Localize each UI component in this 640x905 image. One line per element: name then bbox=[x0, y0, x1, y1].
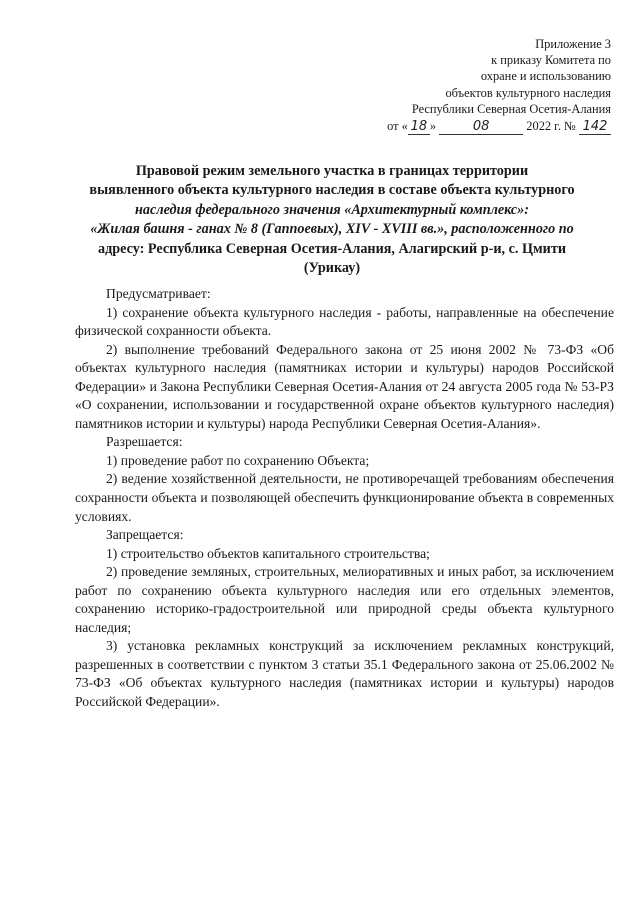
title-line-5: адресу: Республика Северная Осетия-Алания, Алагирский р-и, с. Цмити bbox=[97, 240, 566, 257]
allowed-item-1: 1) проведение работ по сохранению Объекта; bbox=[106, 452, 370, 468]
appendix-line-1: Приложение 3 bbox=[535, 37, 611, 51]
date-mid: » bbox=[429, 119, 437, 134]
allowed-heading: Разрешается: bbox=[106, 434, 183, 450]
appendix-line-3: охране и использованию bbox=[480, 69, 611, 84]
title-line-4: «Жилая башня - ганах № 8 (Гаппоевых), XIV - XVIII вв.», расположенного по bbox=[90, 221, 574, 238]
date-day: 18 bbox=[408, 120, 430, 135]
forbidden-heading: Запрещается: bbox=[106, 527, 184, 543]
appendix-line-2: к приказу Комитета по bbox=[491, 53, 611, 68]
title-line-2: выявленного объекта культурного наследия в составе объекта культурного bbox=[89, 182, 575, 199]
provides-item-1: 1) сохранение объекта культурного наследия - работы, направленные на обеспечение физической сохранности объекта. bbox=[75, 304, 614, 339]
forbidden-item-2: 2) проведение земляных, строительных, мелиоративных и иных работ, за исключением работ по сохранению объекта культурного наследия или его отдельных элементов, сохранению историко-градостроительной или природной среды объекта культурного наследия; bbox=[75, 564, 614, 635]
order-date-line bbox=[351, 118, 611, 135]
provides-item-2: 2) выполнение требований Федерального закона от 25 июня 2002 № 73-ФЗ «Об объектах культурного наследия (памятниках истории и культуры) народов Российской Федерации» и Закона Республики Северная Осетия-Алания от 24 августа 2005 года № 53-РЗ «О сохранении, использовании и государственной охране объектов культурного наследия) памятников истории и культуры) народа Республики Северная Осетия-Алания». bbox=[75, 341, 614, 431]
document-title bbox=[66, 162, 598, 278]
provides-heading: Предусматривает: bbox=[106, 286, 211, 301]
date-year: 2022 г. № bbox=[526, 119, 576, 134]
allowed-item-2: 2) ведение хозяйственной деятельности, не противоречащей требованиям обеспечения сохранности объекта и позволяющей обеспечить функционирование объекта в современных условиях. bbox=[75, 471, 614, 524]
appendix-line-4: объектов культурного наследия bbox=[445, 85, 611, 100]
appendix-header bbox=[351, 36, 611, 135]
order-number: 142 bbox=[579, 120, 611, 135]
document-body bbox=[75, 285, 614, 712]
title-line-6: (Урикау) bbox=[303, 260, 361, 277]
forbidden-item-1: 1) строительство объектов капитального строительства; bbox=[106, 545, 430, 561]
title-line-3: наследия федерального значения «Архитектурный комплекс»: bbox=[135, 201, 529, 218]
date-prefix: от « bbox=[387, 119, 408, 134]
forbidden-item-3: 3) установка рекламных конструкций за исключением рекламных конструкций, разрешенных в соответствии с пунктом 3 статьи 35.1 Федерального закона от 25.06.2002 № 73-ФЗ «Об объектах культурного наследия (памятниках истории и культуры) народов Российской Федерации». bbox=[75, 638, 614, 710]
title-line-1: Правовой режим земельного участка в границах территории bbox=[135, 163, 529, 179]
appendix-line-5: Республики Северная Осетия-Алания bbox=[411, 101, 611, 116]
date-month: 08 bbox=[439, 120, 523, 135]
